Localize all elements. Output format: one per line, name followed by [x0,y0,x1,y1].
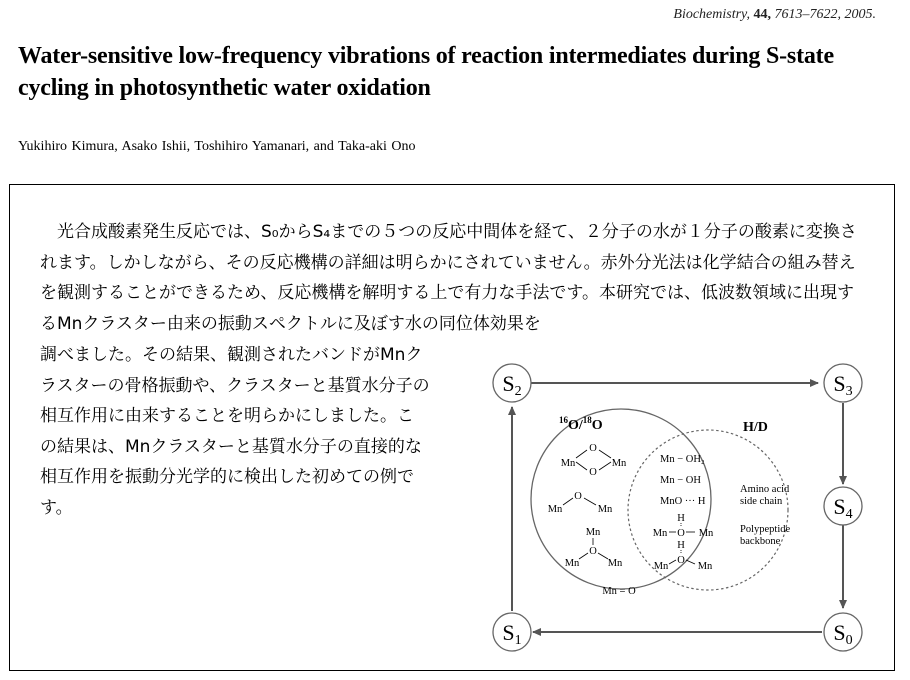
svg-text:O: O [589,546,597,557]
svg-text:Mn: Mn [607,558,623,569]
polypeptide-backbone-label [740,524,791,547]
svg-text:Mn: Mn [611,458,627,469]
svg-text:Mn: Mn [698,528,714,539]
svg-text:S3: S3 [833,371,853,399]
abstract-paragraph-full: 光合成酸素発生反応では、S₀からS₄までの５つの反応中間体を経て、２分子の水が１分子の酸素に変換されます。しかしながら、その反応機構の詳細は明らかにされていません。赤外分光法は化学結合の組み替えを観測することができるため、反応機構を解明する上で有力な手法です。本研究では、低波数領域に出現するMnクラスター由来の振動スペクトルに及ぼす水の同位体効果を [40,222,857,334]
svg-text:backbone: backbone [740,536,781,547]
svg-text:S4: S4 [833,494,853,522]
svg-text:MnO ··· H: MnO ··· H [660,496,706,507]
svg-text:H: H [677,540,685,551]
state-s1 [493,613,531,651]
citation [673,7,876,23]
svg-text:O: O [574,491,582,502]
di-mu-oxo-species [561,443,627,478]
mono-mu-oxo-species [548,491,613,515]
svg-text:S2: S2 [502,371,522,399]
svg-text:Mn: Mn [652,528,668,539]
state-s2 [493,364,531,402]
paper-title: Water-sensitive low-frequency vibrations of reaction intermediates during S-state cycling in photosynthetic water oxidation [18,43,834,101]
journal-pages: 7613–7622, 2005. [774,7,876,22]
water-ligand-species [660,454,706,507]
svg-text:Amino acid: Amino acid [740,484,790,495]
journal-volume: 44, [753,7,771,22]
svg-text:Mn: Mn [585,527,601,538]
svg-text:O: O [589,443,597,454]
svg-text:Mn: Mn [547,504,563,515]
journal-name: Biochemistry, [673,7,750,22]
svg-text:S0: S0 [833,620,853,648]
author-list: Yukihiro Kimura, Asako Ishii, Toshihiro Yamanari, and Taka-aki Ono [18,139,416,154]
svg-text:Mn − OH: Mn − OH [660,475,701,486]
terminal-oxo-species: Mn = O [602,586,636,597]
hydrogen-bonded-bridge-species [654,540,713,572]
svg-text:H: H [677,513,685,524]
svg-text:Polypeptide: Polypeptide [740,524,791,535]
svg-text:O: O [589,467,597,478]
svg-text:Mn: Mn [564,558,580,569]
hydrogen-bonded-oxo-species [653,513,714,539]
svg-text:Mn: Mn [560,458,576,469]
svg-text:Mn − OH₂: Mn − OH₂ [660,454,705,465]
svg-text:side chain: side chain [740,496,783,507]
oxygen-isotope-label: $^{16}$O/$^{18}$O [559,415,603,433]
svg-text:O: O [677,528,685,539]
svg-text:S1: S1 [502,620,522,648]
state-s0 [824,613,862,651]
svg-text:Mn: Mn [653,561,669,572]
svg-text:Mn: Mn [597,504,613,515]
state-s4 [824,487,862,525]
abstract-paragraph-narrow: 調べました。その結果、観測されたバンドがMnクラスターの骨格振動や、クラスターと基質水分子の相互作用に由来することを明らかにしました。この結果は、Mnクラスターと基質水分子の直接的な相互作用を振動分光学的に検出した初めての例です。 [40,345,430,518]
svg-text:O: O [677,555,685,566]
amino-acid-side-chain-label [740,484,790,507]
s-state-cycle-figure [481,359,881,659]
state-s3 [824,364,862,402]
hydrogen-isotope-label: H/D [743,420,768,435]
tri-mn-oxo-species [565,527,623,569]
svg-text:Mn: Mn [697,561,713,572]
